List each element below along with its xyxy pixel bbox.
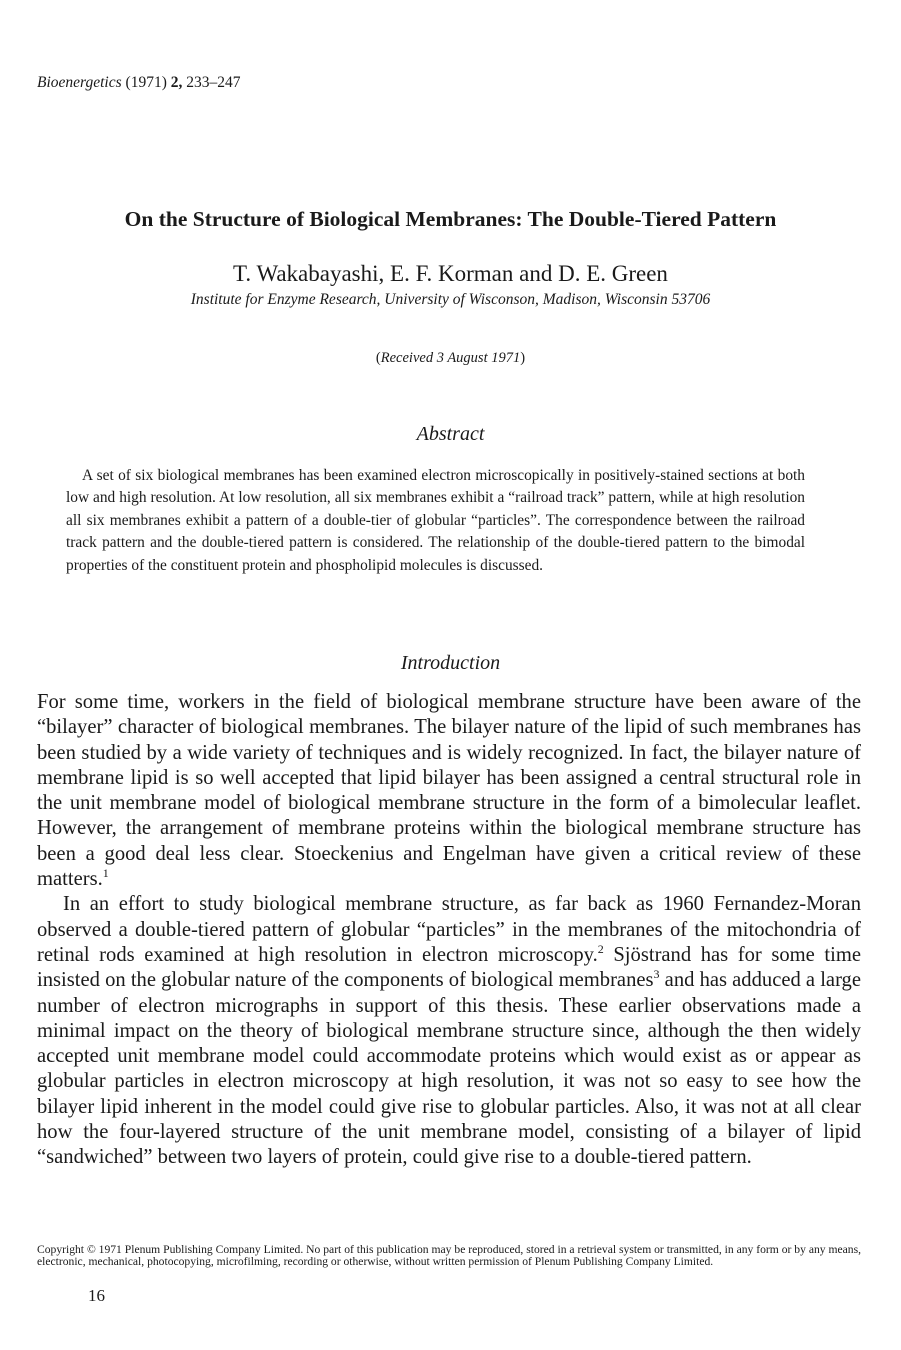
introduction-body (37, 690, 861, 1171)
journal-pages: 233–247 (186, 74, 241, 91)
received-open-paren: ( (375, 350, 381, 366)
received-date (0, 348, 901, 368)
journal-name: Bioenergetics (37, 74, 122, 91)
introduction-paragraph-2 (37, 892, 861, 1170)
copyright-notice: Copyright © 1971 Plenum Publishing Company Limited. No part of this publication may be reproduced, stored in a retrieval system or transmitted, in any form or by any means, electronic, mechanical, photocopying, microfilming, recording or otherwise, without written permission of Plenum Publishing Company Limited. (37, 1243, 861, 1268)
reference-marker: 2 (597, 941, 604, 956)
author-affiliation: Institute for Enzyme Research, University of Wisconson, Madison, Wisconsin 53706 (190, 291, 711, 308)
introduction-heading: Introduction (400, 652, 501, 674)
abstract-heading: Abstract (416, 423, 485, 445)
received-text: Received 3 August 1971 (380, 350, 521, 366)
article-title: On the Structure of Biological Membranes: The Double-Tiered Pattern (124, 207, 777, 231)
article-authors: T. Wakabayashi, E. F. Korman and D. E. Green (233, 261, 668, 286)
received-close-paren: ) (520, 350, 526, 366)
page-number: 16 (88, 1286, 105, 1305)
reference-marker: 1 (102, 866, 109, 881)
abstract-text: A set of six biological membranes has been examined electron microscopically in positively-stained sections at both low and high resolution. At low resolution, all six membranes exhibit a “railroad track” pattern, while at high resolution all six membranes exhibit a pattern of a double-tier of globular “particles”. The correspondence between the railroad track pattern and the double-tiered pattern is considered. The relationship of the double-tiered pattern to the bimodal properties of the constituent protein and phospholipid molecules is discussed. (66, 467, 805, 574)
paragraph-2-text-part-2: Sjöstrand has for some time insisted on the globular nature of the components of biological membranes (37, 943, 861, 992)
journal-volume: 2, (170, 74, 183, 91)
paragraph-1-text: For some time, workers in the field of biological membrane structure have been aware of the “bilayer” character of biological membranes. The bilayer nature of the lipid of such membranes has been studied by a wide variety of techniques and is widely recognized. In fact, the bilayer nature of membrane lipid is so well accepted that lipid bilayer has been assigned a central structural role in the unit membrane model of biological membrane structure in the form of a bimolecular leaflet. However, the arrangement of membrane proteins within the biological membrane structure has been a good deal less clear. Stoeckenius and Engelman have given a critical review of these matters. (37, 691, 861, 891)
reference-marker: 3 (653, 967, 660, 982)
paragraph-2-text-part-1: In an effort to study biological membrane structure, as far back as 1960 Fernandez-Moran observed a double-tiered pattern of globular “particles” in the membranes of the mitochondria of retinal rods examined at high resolution in electron microscopy. (37, 893, 861, 966)
journal-year: (1971) (125, 74, 167, 91)
introduction-paragraph-1 (37, 690, 861, 892)
paragraph-2-text-part-3: and has adduced a large number of electron micrographs in support of this thesis. These earlier observations made a minimal impact on the theory of biological membrane structure since, although the then widely accepted unit membrane model could accommodate proteins which would exist as or appear as globular particles in electron microscopy at high resolution, it was not so easy to see how the bilayer lipid inherent in the model could give rise to globular particles. Also, it was not at all clear how the four-layered structure of the unit membrane model, consisting of a bilayer of lipid “sandwiched” between two layers of protein, could give rise to a double-tiered pattern. (37, 969, 861, 1169)
journal-citation (37, 73, 240, 93)
